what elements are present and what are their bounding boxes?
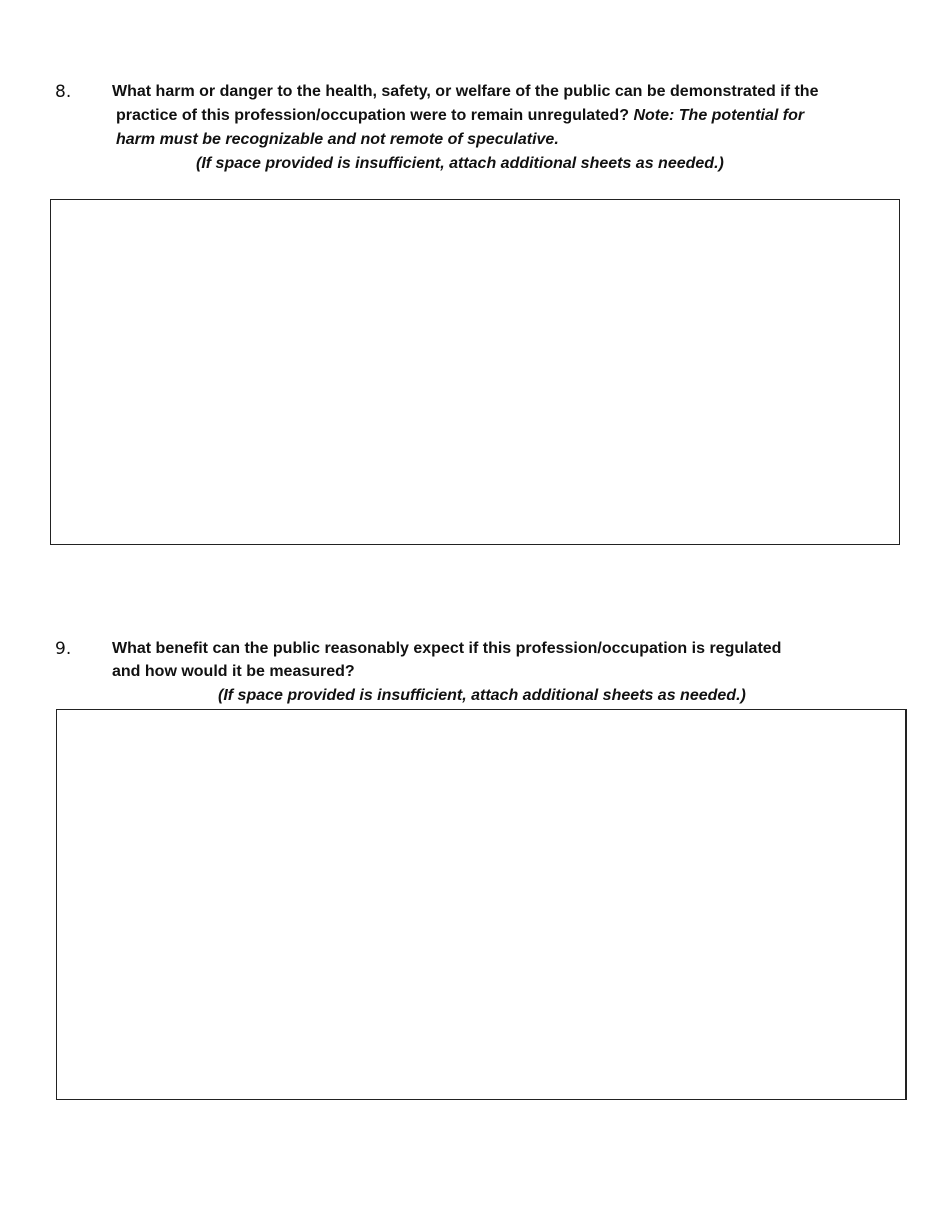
question-8-number: 8.: [55, 82, 72, 102]
question-8-text-line-2: [116, 104, 804, 128]
question-9-text-line-2: and how would it be measured?: [112, 663, 355, 680]
question-9-number: 9.: [55, 639, 72, 659]
question-9-text-line-1: What benefit can the public reasonably expect if this profession/occupation is regulated: [112, 640, 782, 657]
question-8-note-start: Note: The potential for: [633, 107, 805, 124]
question-8-answer-box[interactable]: [50, 199, 900, 545]
question-8-instruction: (If space provided is insufficient, attach additional sheets as needed.): [196, 155, 724, 172]
question-8-text-line-2-main: practice of this profession/occupation were to remain unregulated?: [116, 107, 629, 124]
question-9-answer-box[interactable]: [56, 709, 907, 1100]
question-8-note-end: harm must be recognizable and not remote of speculative.: [116, 131, 559, 148]
question-8-text-line-1: What harm or danger to the health, safety, or welfare of the public can be demonstrated if the: [112, 83, 819, 100]
question-9-instruction: (If space provided is insufficient, attach additional sheets as needed.): [218, 687, 746, 704]
